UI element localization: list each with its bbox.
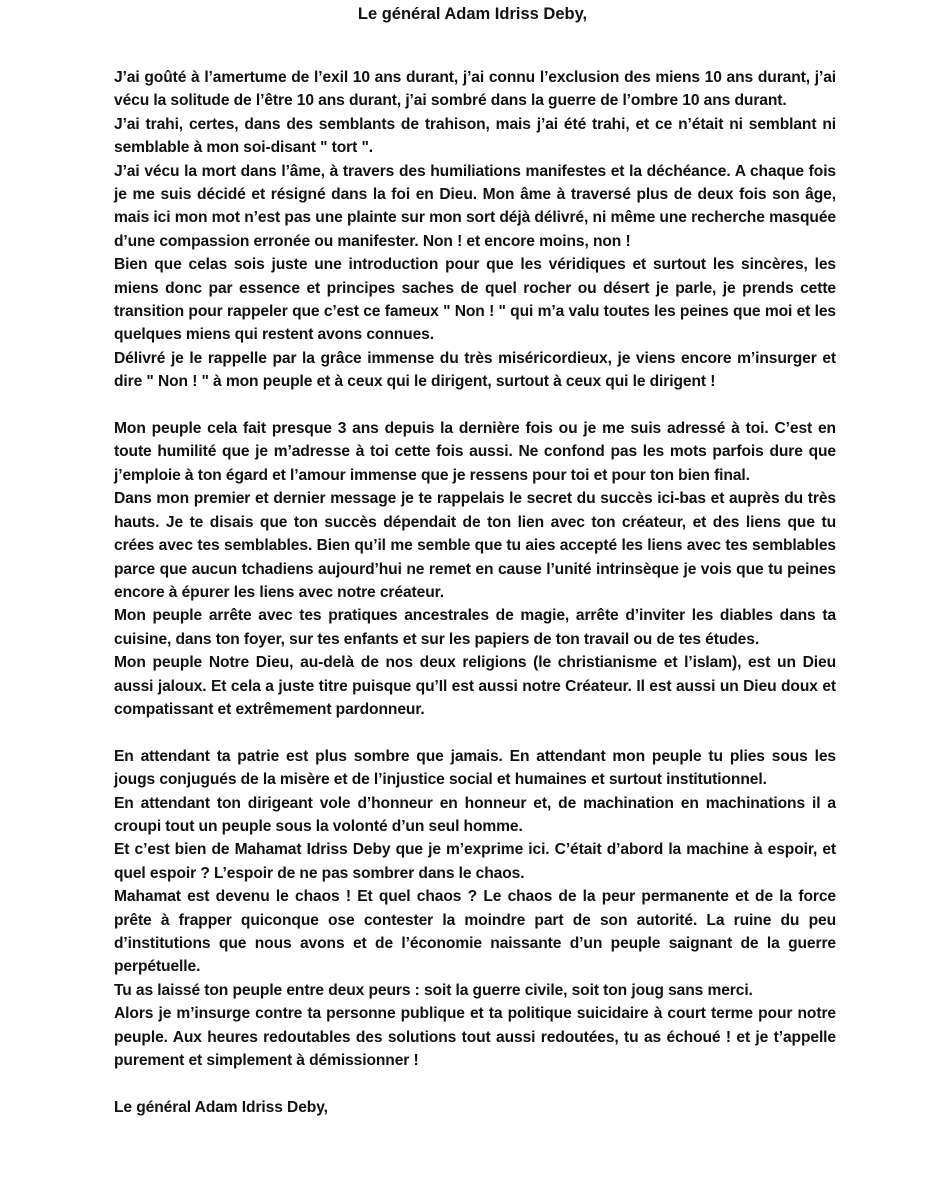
paragraph-gap [114,1072,836,1095]
letter-title: Le général Adam Idriss Deby, [357,5,588,23]
paragraph-gap [114,394,836,417]
paragraph-mahamat: Et c’est bien de Mahamat Idriss Deby que je m’exprime ici. C’était d’abord la machine à espoir, et quel espoir ? L’espoir de ne pas sombrer dans le chaos. [114,841,836,882]
paragraph-my-people: Mon peuple cela fait presque 3 ans depuis la dernière fois ou je me suis adressé à toi. C’est en toute humilité que je m’adresse à toi cette fois aussi. Ne confond pas les mots parfois dure que j’emploie à ton égard et l’amour immense que je ressens pour toi et pour ton bien final. [114,420,836,484]
paragraph-delivered: Délivré je le rappelle par la grâce immense du très miséricordieux, je viens encore m’insurger et dire " Non ! " à mon peuple et à ceux qui le dirigent, surtout à ceux qui le dirigent ! [114,349,836,391]
paragraph-exile: J’ai goûté à l’amertume de l’exil 10 ans durant, j’ai connu l’exclusion des miens 10 ans durant, j’ai vécu la solitude de l’être 10 ans durant, j’ai sombré dans la guerre de l’ombre 10 ans durant. [114,69,836,110]
paragraph-introduction: Bien que celas sois juste une introduction pour que les véridiques et surtout les sincères, les miens donc par essence et principes saches de quel rocher ou désert je parle, je prends cette transition pour rappeler que c’est ce fameux " Non ! " qui m’a valu toutes les peines que moi et les quelques miens qui restent avons connues. [114,256,836,344]
paragraph-leader: En attendant ton dirigeant vole d’honneur en honneur et, de machination en machinations il a croupi tout un peuple sous la volonté d’un seul homme. [114,794,836,835]
paragraph-chaos: Mahamat est devenu le chaos ! Et quel chaos ? Le chaos de la peur permanente et de la force prête à frapper quiconque ose contester la moindre part de son autorité. La ruine du peu d’institutions que nous avons et de l’économie naissante d’un peuple saignant de la guerre perpétuelle. [114,888,836,976]
paragraph-betrayal: J’ai trahi, certes, dans des semblants de trahison, mais j’ai été trahi, et ce n’était ni semblant ni semblable à mon soi-disant " tort ". [114,115,836,157]
paragraph-first-message: Dans mon premier et dernier message je te rappelais le secret du succès ici-bas et auprès du très hauts. Je te disais que ton succès dépendait de ton lien avec ton créateur, et des liens que tu crées avec tes semblables. Bien qu’il me semble que tu aies accepté les liens avec tes semblables parce que aucun tchadiens aujourd’hui ne remet en cause l’unité intrinsèque je vois que tu peines encore à épurer les liens avec notre créateur. [114,490,836,601]
letter-body [114,66,836,1119]
letter-signature: Le général Adam Idriss Deby, [114,1098,328,1116]
paragraph-two-fears: Tu as laissé ton peuple entre deux peurs : soit la guerre civile, soit ton joug sans merci. [114,981,753,999]
paragraph-humiliation: J’ai vécu la mort dans l’âme, à travers des humiliations manifestes et la déchéance. A chaque fois je me suis décidé et résigné dans la foi en Dieu. Mon âme à traversé plus de deux fois son âge, mais ici mon mot n’est pas une plainte sur mon sort déjà délivré, ni même une recherche masquée d’une compassion erronée ou manifester. Non ! et encore moins, non ! [114,162,836,250]
paragraph-magic: Mon peuple arrête avec tes pratiques ancestrales de magie, arrête d’inviter les diables dans ta cuisine, dans ton foyer, sur tes enfants et sur les papiers de ton travail ou de tes études. [114,607,836,648]
paragraph-resign: Alors je m’insurge contre ta personne publique et ta politique suicidaire à court terme pour notre peuple. Aux heures redoutables des solutions tout aussi redoutées, tu as échoué ! et je t’appelle purement et simplement à démissionner ! [114,1005,836,1070]
paragraph-darkness: En attendant ta patrie est plus sombre que jamais. En attendant mon peuple tu plies sous les jougs conjugués de la misère et de l’injustice social et humaines et surtout institutionnel. [114,747,836,789]
paragraph-gap [114,721,836,744]
paragraph-god: Mon peuple Notre Dieu, au-delà de nos deux religions (le christianisme et l’islam), est un Dieu aussi jaloux. Et cela a juste titre puisque qu’Il est aussi notre Créateur. Il est aussi un Dieu doux et compatissant et extrêmement pardonneur. [114,654,836,718]
